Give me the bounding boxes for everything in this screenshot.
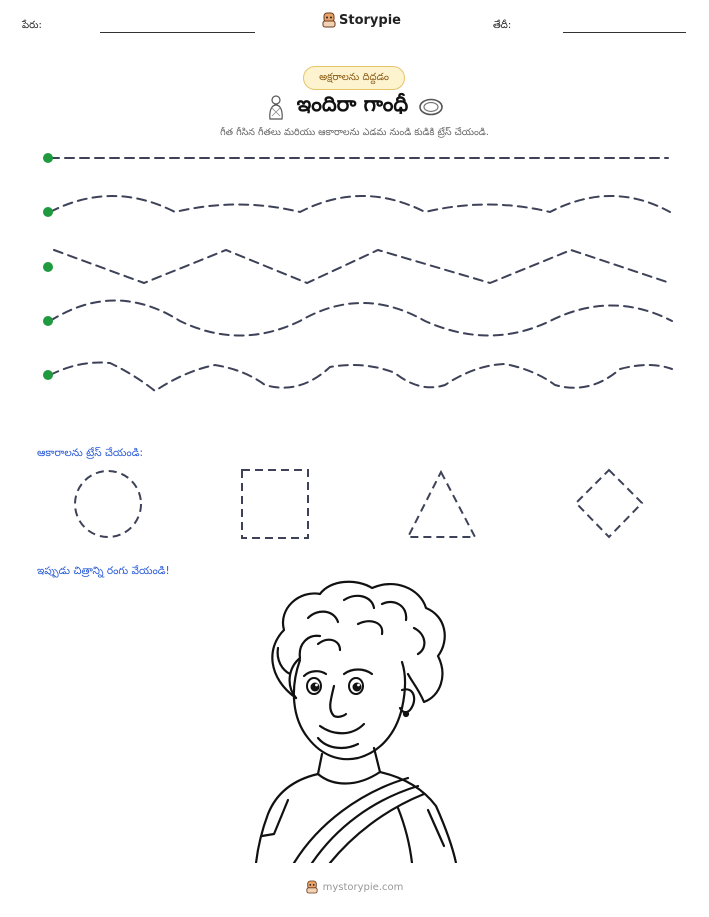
trace-line-wave-3 (50, 363, 672, 392)
brand-logo (322, 12, 401, 28)
page-title: ఇందిరా గాంధీ (296, 92, 409, 116)
trace-line-zigzag (54, 250, 670, 283)
start-dot (43, 207, 53, 217)
footer (0, 880, 709, 894)
shape-triangle (408, 472, 475, 537)
tracing-shapes (0, 465, 709, 545)
worksheet-badge: అక్షరాలను దిద్దడం (303, 66, 405, 90)
footer-url[interactable]: mystorypie.com (322, 881, 404, 893)
date-line (563, 32, 686, 33)
storypie-mascot-icon (306, 880, 318, 894)
start-dot (43, 262, 53, 272)
start-dot (43, 316, 53, 326)
start-dot (43, 370, 53, 380)
tracing-lines (0, 145, 709, 395)
date-label: తేదీ: (493, 20, 512, 31)
shape-circle (75, 471, 141, 537)
figure-icon (265, 94, 287, 120)
storypie-mascot-icon (322, 12, 336, 28)
name-line (100, 32, 255, 33)
coloring-label: ఇప్పుడు చిత్రాన్ని రంగు వేయండి! (37, 565, 170, 577)
start-dot (43, 153, 53, 163)
shape-diamond (576, 470, 642, 537)
coloring-portrait (248, 578, 463, 863)
shape-square (242, 470, 308, 538)
title-row (0, 92, 709, 122)
trace-line-wave-1 (50, 196, 670, 212)
instructions: గీత గీసిన గీతలు మరియు ఆకారాలను ఎడమ నుండి కుడికి ట్రేస్ చేయండి. (220, 127, 489, 138)
brand-name: Storypie (339, 12, 401, 28)
shapes-label: ఆకారాలను ట్రేస్ చేయండి: (37, 447, 144, 459)
name-label: పేరు: (22, 20, 42, 31)
ring-icon (418, 97, 444, 117)
trace-line-wave-2 (50, 301, 672, 336)
